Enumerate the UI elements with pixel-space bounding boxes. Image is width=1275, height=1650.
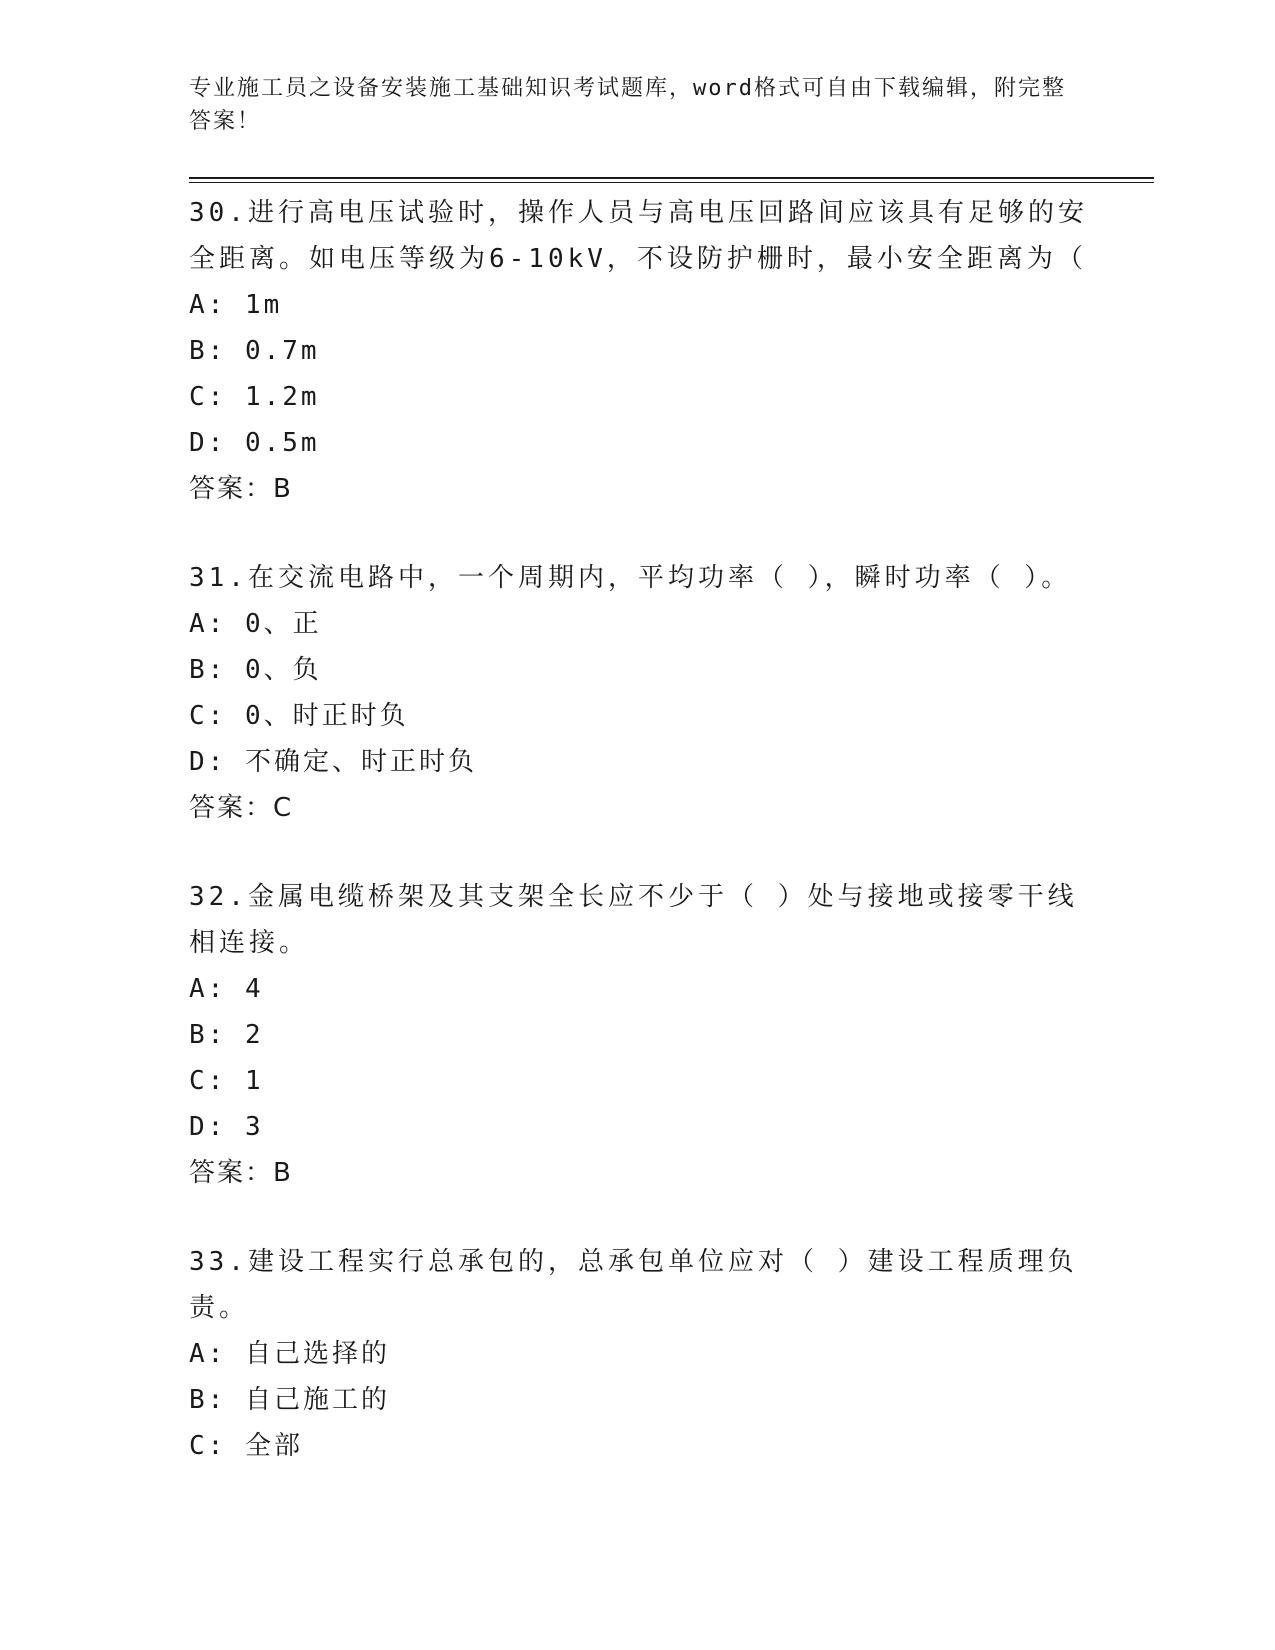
question-stem: 33.建设工程实行总承包的，总承包单位应对（ ）建设工程质理负责。	[189, 1247, 1078, 1323]
option-a: A: 自己选择的	[189, 1339, 390, 1369]
document-header: 专业施工员之设备安装施工基础知识考试题库，word格式可自由下载编辑，附完整答案！	[189, 76, 1066, 134]
option-c: C: 0、时正时负	[189, 701, 409, 731]
answer-line: 答案：B	[189, 474, 293, 504]
question-30	[189, 190, 1089, 512]
question-31	[189, 555, 1089, 831]
option-d: D: 0.5m	[189, 428, 320, 458]
option-b: B: 0.7m	[189, 336, 320, 366]
question-spacer	[189, 831, 1089, 874]
option-d: D: 不确定、时正时负	[189, 747, 477, 777]
question-list	[189, 190, 1089, 1469]
question-spacer	[189, 1196, 1089, 1239]
question-32	[189, 874, 1089, 1196]
answer-line: 答案：C	[189, 793, 294, 823]
option-a: A: 1m	[189, 290, 283, 320]
header-divider-thick	[189, 177, 1154, 179]
question-33	[189, 1239, 1089, 1469]
option-c: C: 1	[189, 1066, 264, 1096]
option-d: D: 3	[189, 1112, 264, 1142]
question-stem: 30.进行高电压试验时，操作人员与高电压回路间应该具有足够的安全距离。如电压等级为6-10kV，不设防护栅时，最小安全距离为（	[189, 198, 1088, 274]
option-a: A: 4	[189, 974, 264, 1004]
option-b: B: 2	[189, 1020, 264, 1050]
option-b: B: 0、负	[189, 655, 322, 685]
option-c: C: 1.2m	[189, 382, 320, 412]
option-c: C: 全部	[189, 1431, 303, 1461]
answer-line: 答案：B	[189, 1158, 293, 1188]
question-spacer	[189, 512, 1089, 555]
question-stem: 31.在交流电路中，一个周期内，平均功率（ ），瞬时功率（ ）。	[189, 563, 1072, 593]
option-b: B: 自己施工的	[189, 1385, 390, 1415]
question-stem: 32.金属电缆桥架及其支架全长应不少于（ ）处与接地或接零干线相连接。	[189, 882, 1078, 958]
option-a: A: 0、正	[189, 609, 322, 639]
header-divider-thin	[189, 182, 1154, 183]
